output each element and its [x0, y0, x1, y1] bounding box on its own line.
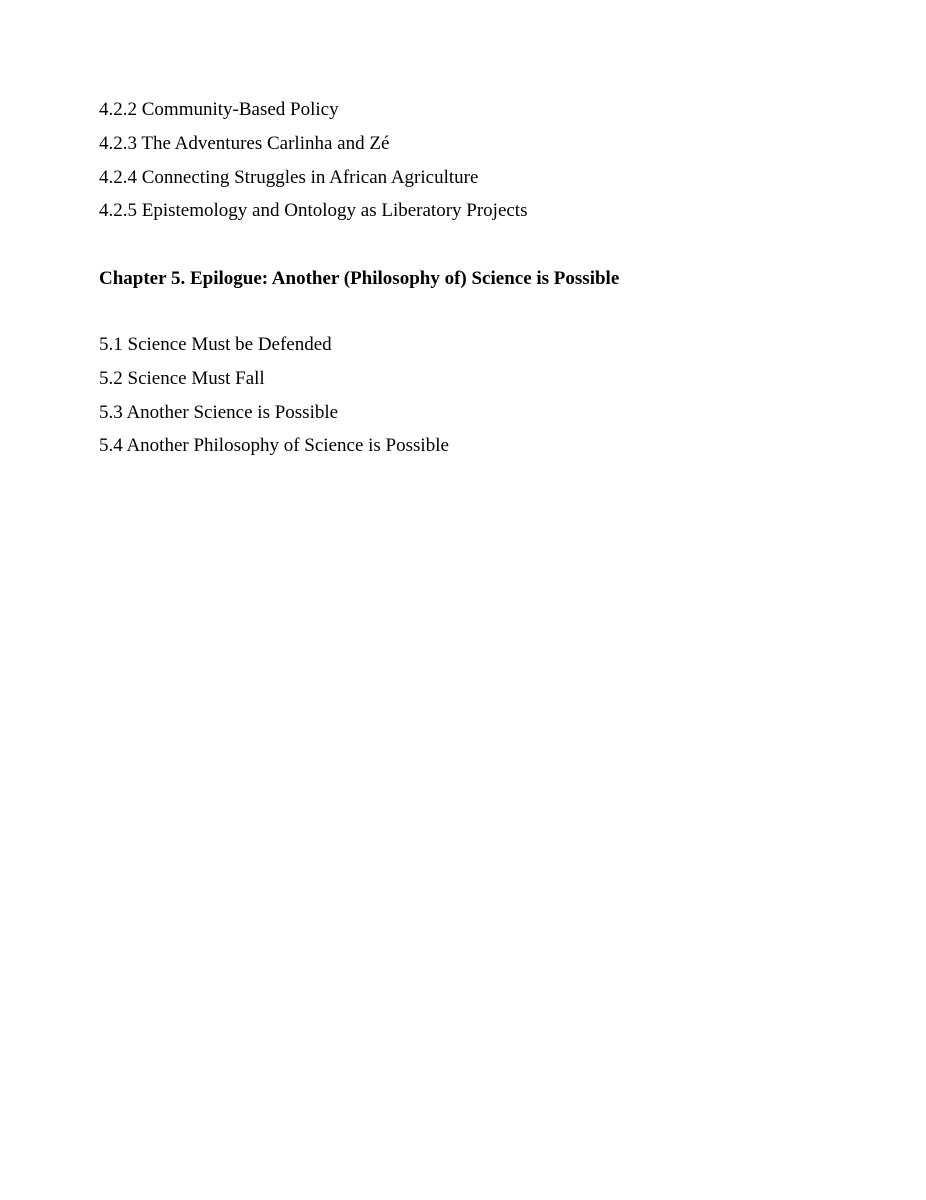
toc-entry-4-2-3: 4.2.3 The Adventures Carlinha and Zé	[99, 132, 390, 154]
toc-entry-4-2-2: 4.2.2 Community-Based Policy	[99, 99, 339, 120]
chapter-5-heading: Chapter 5. Epilogue: Another (Philosophy of) Science is Possible	[99, 268, 620, 289]
toc-section-4-2-list	[99, 93, 527, 228]
toc-entry-5-2: 5.2 Science Must Fall	[99, 367, 265, 389]
toc-entry-4-2-4: 4.2.4 Connecting Struggles in African Agriculture	[99, 166, 479, 188]
toc-entry-4-2-5: 4.2.5 Epistemology and Ontology as Liberatory Projects	[99, 200, 528, 222]
toc-entry-5-3: 5.3 Another Science is Possible	[99, 401, 339, 423]
toc-entry-5-1: 5.1 Science Must be Defended	[99, 334, 332, 355]
toc-chapter-5-list	[99, 328, 449, 463]
toc-entry-5-4: 5.4 Another Philosophy of Science is Possible	[99, 435, 449, 457]
